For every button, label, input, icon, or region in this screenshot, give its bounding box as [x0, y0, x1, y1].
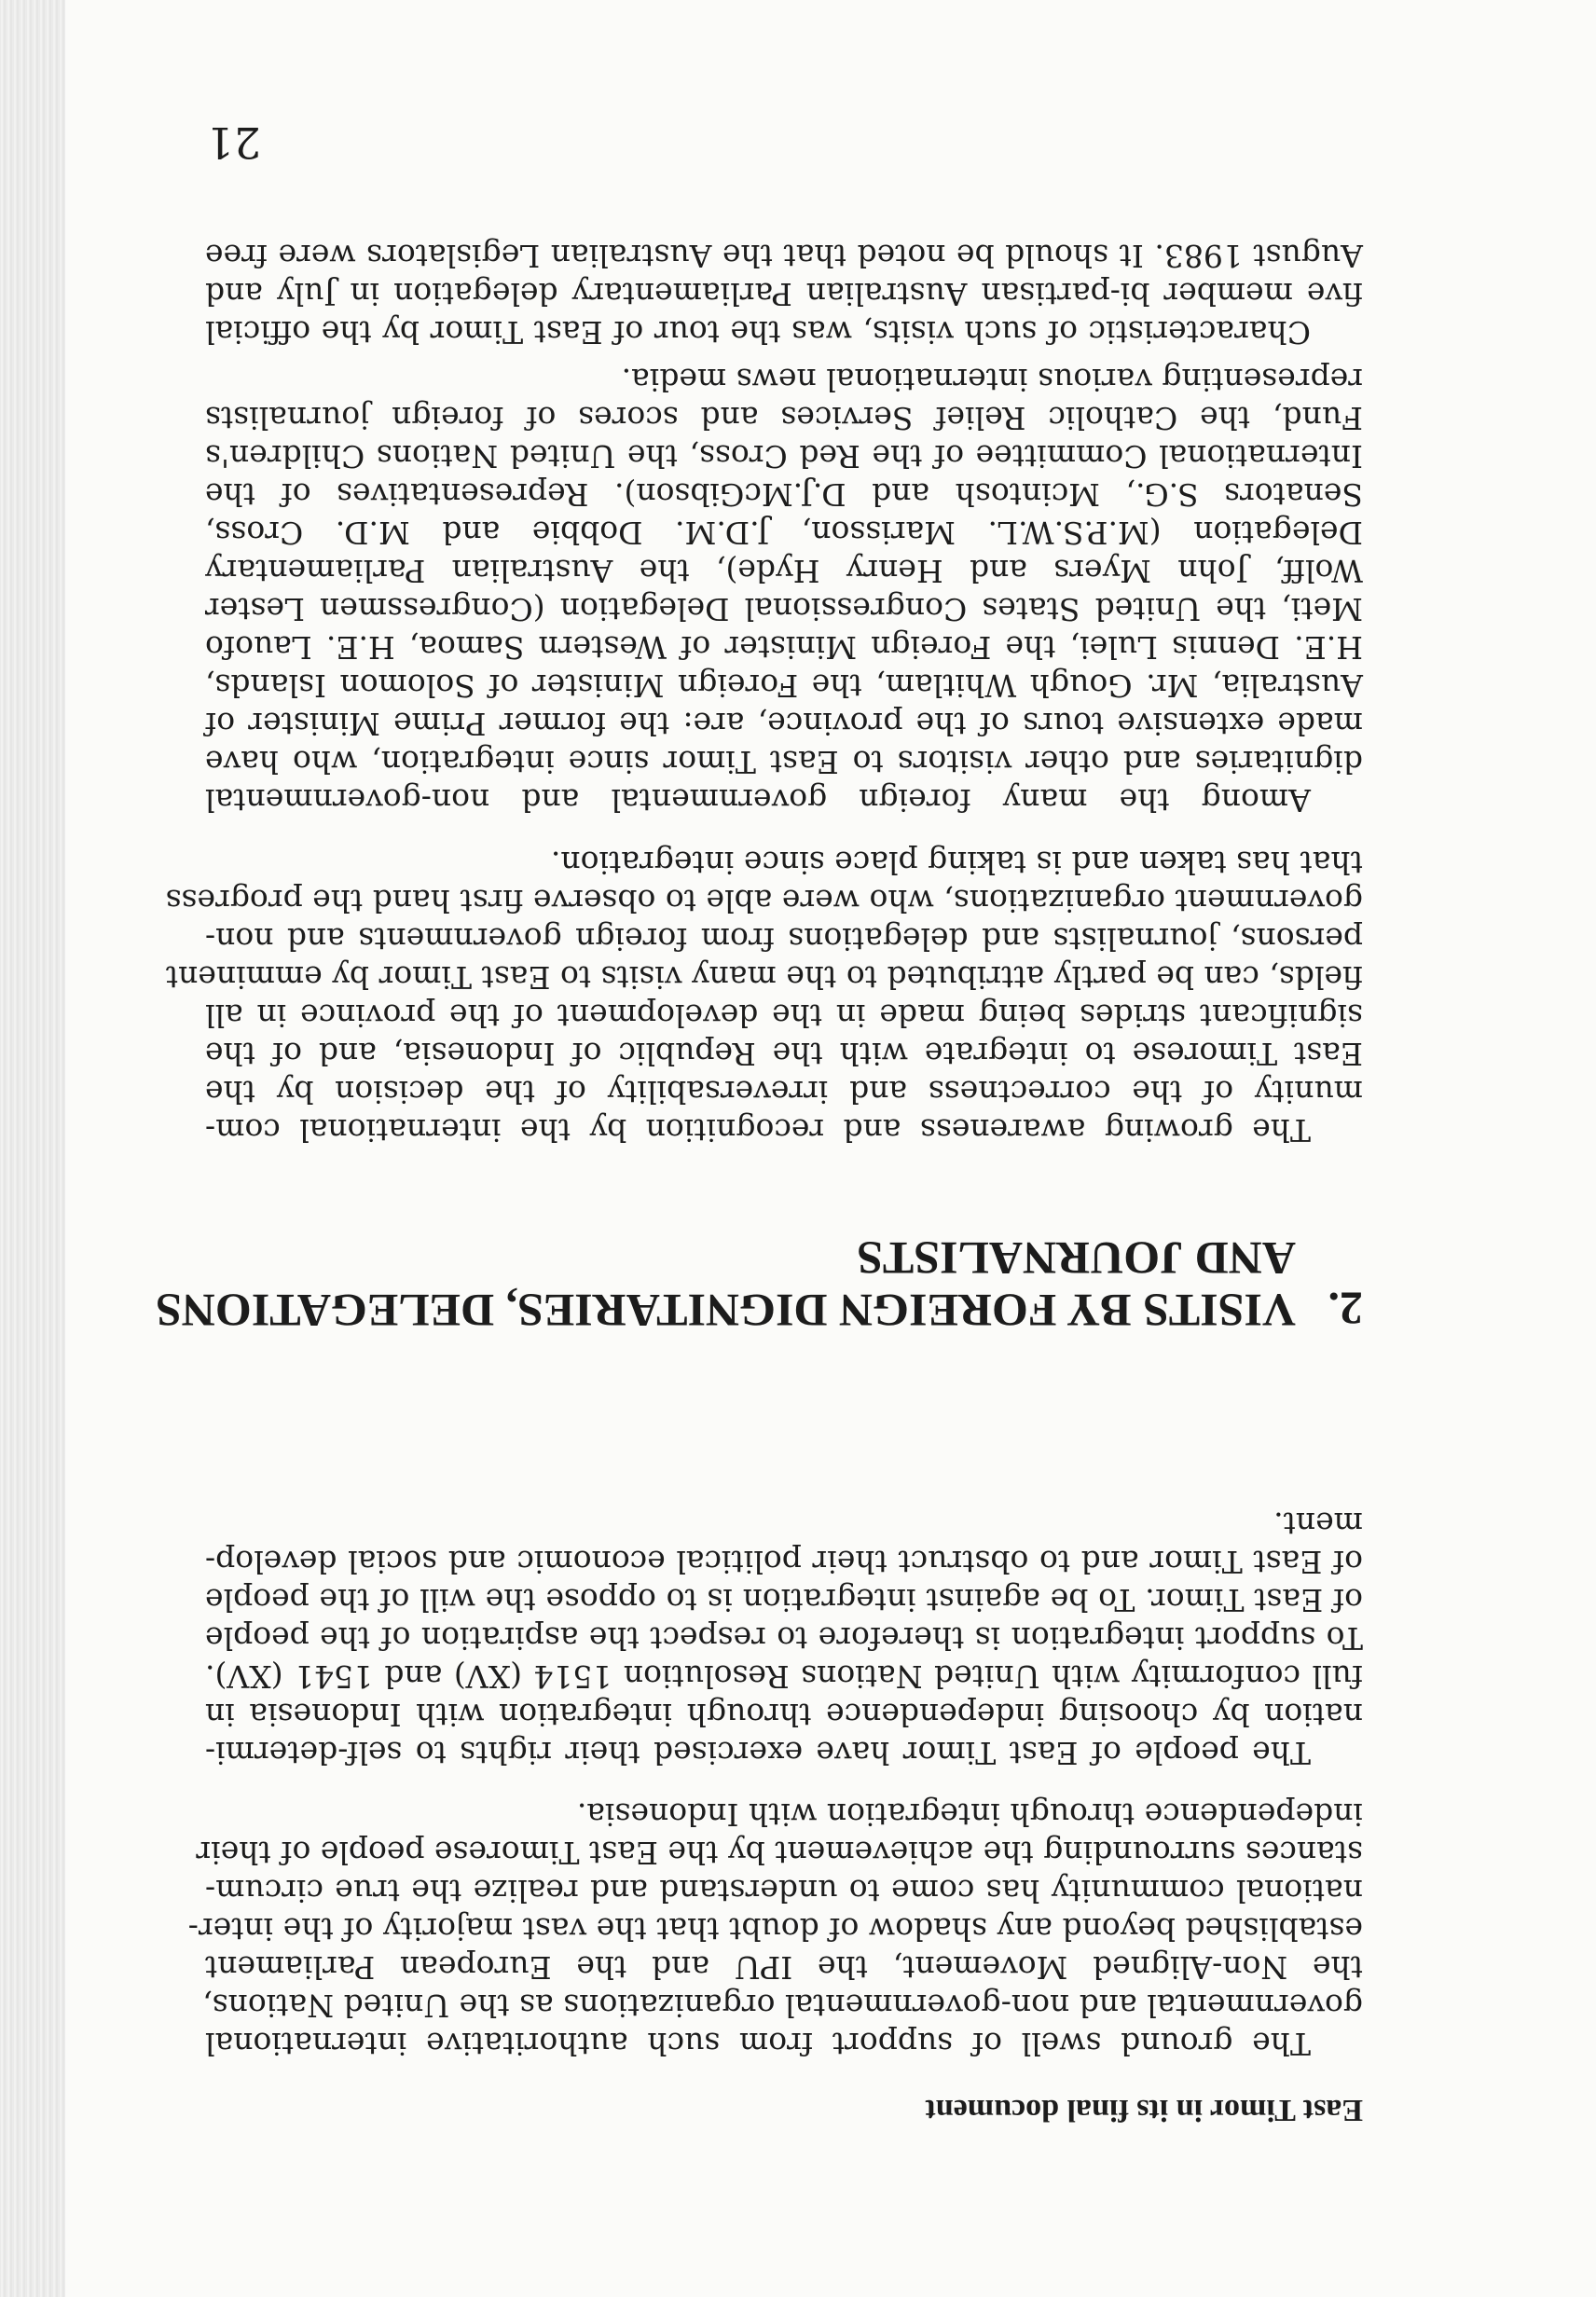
paragraph3-line: persons, journalists and delegations from foreign governments and non-: [205, 921, 1363, 957]
paragraph4-line: International Committee of the Red Cross, the United Nations Children's: [205, 438, 1363, 475]
paragraph1-line: governmental and non-governmental organizations as the United Nations,: [202, 1988, 1363, 2024]
paragraph5-line: August 1983. It should be noted that the Australian Legislators were free: [205, 238, 1363, 274]
paragraph3-line: government organizations, who were able to observe first hand the progress: [165, 883, 1363, 919]
paragraph4-line: Among the many foreign governmental and non-governmental: [205, 782, 1311, 818]
paragraph4-line: Fund, the Catholic Relief Services and scores of foreign journalists: [205, 400, 1363, 436]
section-number: 2.: [1328, 1283, 1363, 1335]
paragraph3-line: East Timorese to integrate with the Republic of Indonesia, and of the: [205, 1036, 1363, 1072]
paragraph1-line: national community has come to understand and realize the true circum-: [205, 1873, 1363, 1909]
paragraph1-line: stances surrounding the achievement by the East Timorese people of their: [196, 1835, 1363, 1871]
page-header: East Timor in its final document: [925, 2093, 1363, 2127]
paragraph1-line: The ground swell of support from such authoritative international: [205, 2026, 1311, 2062]
paragraph2-line: of East Timor. To be against integration is to oppose the will of the people: [205, 1582, 1363, 1618]
paragraph4-line: made extensive tours of the province, are: the former Prime Minister of: [205, 706, 1363, 742]
paragraph4-line: Australia, Mr. Gough Whitlam, the Foreign Minister of Solomon Islands,: [205, 667, 1363, 704]
paragraph4-line: Meti, the United States Congressional Delegation (Congressmen Lester: [205, 591, 1363, 627]
paragraph4-line: representing various international news media.: [621, 362, 1363, 398]
paragraph3-line: The growing awareness and recognition by the international com-: [205, 1112, 1311, 1148]
section-title-line-2: AND JOURNALISTS: [857, 1232, 1296, 1285]
paragraph4-line: Senators S.G., Mcintosh and D.J.McGibson). Representatives of the: [205, 476, 1363, 513]
page-number: 21: [206, 117, 261, 168]
paragraph4-line: dignitaries and other visitors to East Timor since integration, who have: [205, 744, 1363, 780]
paragraph1-line: established beyond any shadow of doubt that the vast majority of the inter-: [187, 1911, 1363, 1947]
paragraph4-line: Delegation (M.P.S.W.L. Marisson, J.D.M. Dobbie and M.D. Cross,: [205, 515, 1363, 551]
paragraph2-line: of East Timor and to obstruct their political economic and social develop-: [205, 1544, 1363, 1580]
paragraph2-line: The people of East Timor have exercised their rights to self-determi-: [205, 1735, 1311, 1771]
paragraph1-line: independence through integration with Indonesia.: [576, 1796, 1363, 1833]
paragraph3-line: significant strides being made in the development of the province in all: [205, 997, 1363, 1034]
paragraph3-line: that has taken and is taking place since integration.: [550, 845, 1363, 881]
paragraph5-line: Characteristic of such visits, was the tour of East Timor by the official: [205, 314, 1311, 351]
paragraph2-line: ment.: [1273, 1506, 1363, 1542]
paragraph3-line: munity of the correctness and irreversability of the decision by the: [205, 1074, 1363, 1110]
paragraph2-line: nation by choosing independence through integration with Indonesia in: [205, 1697, 1363, 1733]
paragraph4-line: H.E. Dennis Lulei, the Foreign Minister of Western Samoa, H.E. Lauofo: [205, 629, 1363, 666]
section-title-line-1: VISITS BY FOREIGN DIGNITARIES, DELEGATIONS: [156, 1285, 1296, 1337]
paragraph5-line: five member bi-partisan Australian Parliamentary delegation in July and: [205, 276, 1363, 312]
paragraph3-line: fields, can be partly attributed to the many visits to East Timor by emminent: [165, 959, 1363, 996]
paragraph2-line: full conformity with United Nations Resolution 1514 (XV) and 1541 (XV).: [205, 1658, 1363, 1695]
paragraph1-line: the Non-Aligned Movement, the IPU and the European Parliament: [205, 1949, 1363, 1986]
paragraph2-line: To support integration is therefore to respect the aspiration of the people: [205, 1620, 1363, 1657]
paragraph4-line: Wolff, John Myers and Henry Hyde), the Australian Parliamentary: [205, 553, 1363, 589]
